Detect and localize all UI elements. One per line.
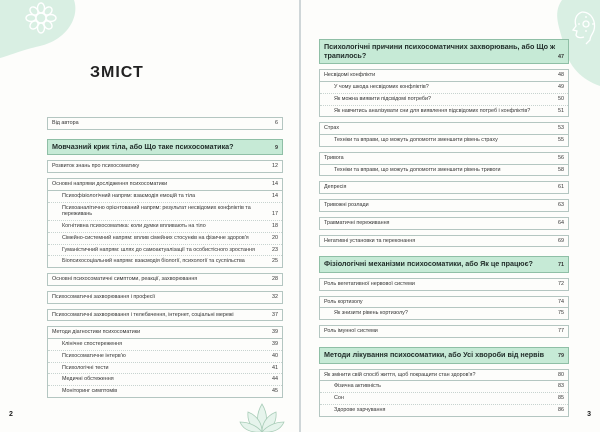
toc-subentry-page: 86	[558, 406, 564, 413]
toc-subentry[interactable]	[48, 363, 282, 375]
toc-entry[interactable]	[320, 279, 568, 290]
toc-entry-label: Депресія	[324, 184, 347, 191]
toc-subentry-page: 39	[272, 341, 278, 348]
toc-section-heading[interactable]	[319, 256, 569, 273]
toc-entry-page: 6	[275, 120, 278, 126]
toc-section-heading[interactable]	[319, 39, 569, 64]
toc-subentry-label: Гуманістичний напрям: шлях до самоактуалізації та особистісного зростання	[62, 246, 255, 253]
section-page: 47	[558, 53, 564, 60]
toc-block	[319, 369, 569, 417]
toc-block	[319, 296, 569, 321]
toc-entry[interactable]	[48, 274, 282, 285]
toc-entry-page: 32	[272, 293, 278, 300]
toc-subentry-page: 17	[272, 211, 278, 218]
lotus-decoration-icon	[238, 400, 286, 432]
toc-entry-label: Страх	[324, 125, 340, 132]
toc-subentry[interactable]	[48, 245, 282, 257]
section-title: Мовчазний крик тіла, або Що таке психосоматика?	[52, 141, 234, 151]
toc-entry-page: 61	[558, 184, 564, 191]
toc-block	[47, 117, 283, 130]
left-page	[0, 0, 299, 432]
toc-entry-label: Як змінити свій спосіб життя, щоб покращити стан здоров'я?	[324, 371, 476, 378]
toc-entry-page: 64	[558, 219, 564, 226]
toc-entry-page: 48	[558, 72, 564, 79]
page-number: 3	[587, 411, 591, 418]
toc-entry-label: Роль кортизолу	[324, 298, 363, 305]
toc-subentry-label: Клінічне спостереження	[62, 341, 123, 348]
toc-entry[interactable]	[48, 118, 282, 129]
toc-entry-page: 39	[272, 329, 278, 336]
toc-entry[interactable]	[320, 370, 568, 382]
toc-subentry-label: Сімейно-системний напрям: вплив сімейних стосунків на фізичне здоров'я	[62, 234, 249, 241]
toc-entry-label: Від автора	[52, 120, 79, 126]
toc-entry[interactable]	[48, 179, 282, 191]
toc-entry-label: Методи діагностики психосоматики	[52, 329, 141, 336]
toc-entry-label: Основні психосоматичні симптоми, реакції, захворювання	[52, 276, 198, 283]
toc-entry-label: Психосоматичні захворювання і телебачення, інтернет, соціальні мережі	[52, 311, 234, 318]
toc-section-heading[interactable]	[47, 139, 283, 156]
section-title: Фізіологічні механізми психосоматики, або Як це працює?	[324, 259, 533, 269]
toc-subentry-page: 49	[558, 84, 564, 91]
toc-subentry[interactable]	[320, 393, 568, 405]
toc-subentry-page: 41	[272, 364, 278, 371]
toc-entry-page: 69	[558, 237, 564, 244]
toc-block	[319, 217, 569, 230]
toc-entry-page: 14	[272, 181, 278, 188]
toc-entry-page: 72	[558, 280, 564, 287]
toc-subentry-page: 18	[272, 223, 278, 230]
toc-block	[47, 326, 283, 398]
toc-subentry-label: Психофізіологічний напрям: взаємодія емоцій та тіла	[62, 192, 196, 199]
toc-subentry[interactable]	[320, 165, 568, 176]
toc-subentry-page: 45	[272, 388, 278, 395]
toc-subentry-label: У чому шкода несвідомих конфліктів?	[334, 84, 429, 91]
toc-entry[interactable]	[320, 326, 568, 337]
toc-subentry-page: 44	[272, 376, 278, 383]
toc-subentry[interactable]	[320, 82, 568, 94]
toc-subentry-page: 23	[272, 246, 278, 253]
toc-subentry-page: 20	[272, 234, 278, 241]
toc-block	[47, 309, 283, 322]
toc-block	[47, 291, 283, 304]
toc-entry[interactable]	[48, 161, 282, 172]
toc-entry-page: 56	[558, 154, 564, 161]
toc-block	[319, 152, 569, 177]
section-page: 71	[558, 262, 564, 269]
toc-subentry-page: 83	[558, 383, 564, 390]
toc-entry-label: Тривога	[324, 154, 344, 161]
toc-entry-label: Психосоматичні захворювання і професії	[52, 293, 156, 300]
toc-subentry[interactable]	[48, 351, 282, 363]
toc-block	[47, 178, 283, 268]
toc-entry[interactable]	[320, 218, 568, 229]
toc-block	[47, 160, 283, 173]
toc-entry-page: 12	[272, 163, 278, 170]
section-page: 9	[275, 144, 278, 151]
toc-subentry-label: Психоаналітично орієнтований напрям: результат несвідомих конфліктів та переживань	[62, 204, 251, 218]
toc-subentry[interactable]	[48, 233, 282, 245]
toc-subentry[interactable]	[48, 386, 282, 397]
toc-block	[319, 278, 569, 291]
toc-block	[319, 235, 569, 248]
toc-entry[interactable]	[320, 200, 568, 211]
toc-block	[319, 69, 569, 117]
toc-subentry-label: Когнітивна психосоматика: коли думки впливають на тіло	[62, 223, 206, 230]
toc-entry-label: Негативні установки та переконання	[324, 237, 416, 244]
toc-subentry-label: Як можна виявити підсвідомі потреби?	[334, 95, 431, 102]
toc-entry-label: Роль імунної системи	[324, 328, 378, 335]
toc-subentry-page: 14	[272, 192, 278, 199]
toc-entry-page: 28	[272, 276, 278, 283]
toc-entry[interactable]	[48, 310, 282, 321]
toc-entry[interactable]	[320, 153, 568, 165]
toc-subentry[interactable]	[48, 339, 282, 351]
toc-subentry-label: Психосоматичне інтерв'ю	[62, 352, 126, 359]
toc-subentry[interactable]	[48, 221, 282, 233]
toc-entry-page: 77	[558, 328, 564, 335]
toc-entry[interactable]	[320, 236, 568, 247]
toc-entry[interactable]	[320, 70, 568, 82]
toc-subentry[interactable]	[48, 374, 282, 386]
toc-subentry-label: Техніки та вправи, що можуть допомогти зменшити рівень страху	[334, 137, 498, 144]
toc-subentry[interactable]	[320, 135, 568, 146]
toc-entry-label: Розвиток знань про психосоматику	[52, 163, 140, 170]
toc-entry-label: Травматичні переживання	[324, 219, 390, 226]
toc-entry[interactable]	[320, 182, 568, 193]
right-page	[301, 0, 600, 432]
toc-entry-label: Тривожні розлади	[324, 202, 369, 209]
toc-subentry[interactable]	[320, 94, 568, 106]
toc-subentry-page: 85	[558, 395, 564, 402]
toc-subentry-label: Як знизити рівень кортизолу?	[334, 310, 408, 317]
toc-subentry-label: Техніки та вправи, що можуть допомогти зменшити рівень тривоги	[334, 166, 501, 173]
toc-subentry[interactable]	[320, 106, 568, 117]
toc-entry-page: 74	[558, 298, 564, 305]
toc-entry-label: Основні напрями дослідження психосоматики	[52, 181, 168, 188]
toc-subentry-page: 25	[272, 258, 278, 265]
toc-subentry[interactable]	[48, 203, 282, 222]
toc-entry-page: 37	[272, 311, 278, 318]
toc-subentry-page: 55	[558, 137, 564, 144]
section-title: Методи лікування психосоматики, або Усі хвороби від нервів	[324, 349, 544, 359]
page-title: ЗМІСТ	[90, 64, 144, 81]
toc-subentry-label: Фізична активність	[334, 383, 381, 390]
toc-subentry-label: Як навчитись аналізувати сни для виявлення підсвідомих потреб і конфліктів?	[334, 107, 531, 114]
toc-subentry-page: 50	[558, 95, 564, 102]
toc-subentry-label: Психологічні тести	[62, 364, 109, 371]
toc-subentry[interactable]	[320, 405, 568, 416]
toc-subentry[interactable]	[320, 381, 568, 393]
toc-entry-label: Несвідомі конфлікти	[324, 72, 376, 79]
toc-subentry-page: 58	[558, 166, 564, 173]
toc-block	[319, 181, 569, 194]
page-number: 2	[9, 411, 13, 418]
section-title: Психологічні причини психосоматичних захворювань, або Що ж трапилось?	[324, 42, 556, 60]
toc-left	[47, 112, 283, 398]
toc-subentry[interactable]	[48, 191, 282, 203]
toc-subentry-label: Здорове харчування	[334, 406, 386, 413]
toc-entry[interactable]	[320, 297, 568, 309]
toc-subentry-page: 40	[272, 352, 278, 359]
toc-subentry-label: Біопсихосоціальний напрям: взаємодія біології, психології та суспільства	[62, 258, 245, 265]
toc-entry-page: 53	[558, 125, 564, 132]
toc-subentry[interactable]	[48, 256, 282, 267]
toc-subentry-label: Сон	[334, 395, 344, 402]
toc-subentry-label: Медичні обстеження	[62, 376, 114, 383]
toc-entry[interactable]	[48, 292, 282, 303]
section-page: 79	[558, 352, 564, 359]
toc-subentry-page: 51	[558, 107, 564, 114]
toc-right	[319, 30, 569, 417]
toc-entry[interactable]	[320, 123, 568, 135]
toc-entry-label: Роль вегетативної нервової системи	[324, 280, 415, 287]
toc-subentry-page: 75	[558, 310, 564, 317]
toc-block	[319, 199, 569, 212]
toc-block	[47, 273, 283, 286]
toc-block	[319, 122, 569, 147]
toc-entry-page: 80	[558, 371, 564, 378]
flower-decoration-icon	[0, 0, 88, 60]
toc-entry[interactable]	[48, 327, 282, 339]
toc-subentry-label: Моніторинг симптомів	[62, 388, 118, 395]
toc-entry-page: 63	[558, 202, 564, 209]
toc-subentry[interactable]	[320, 308, 568, 319]
toc-section-heading[interactable]	[319, 347, 569, 364]
toc-block	[319, 325, 569, 338]
